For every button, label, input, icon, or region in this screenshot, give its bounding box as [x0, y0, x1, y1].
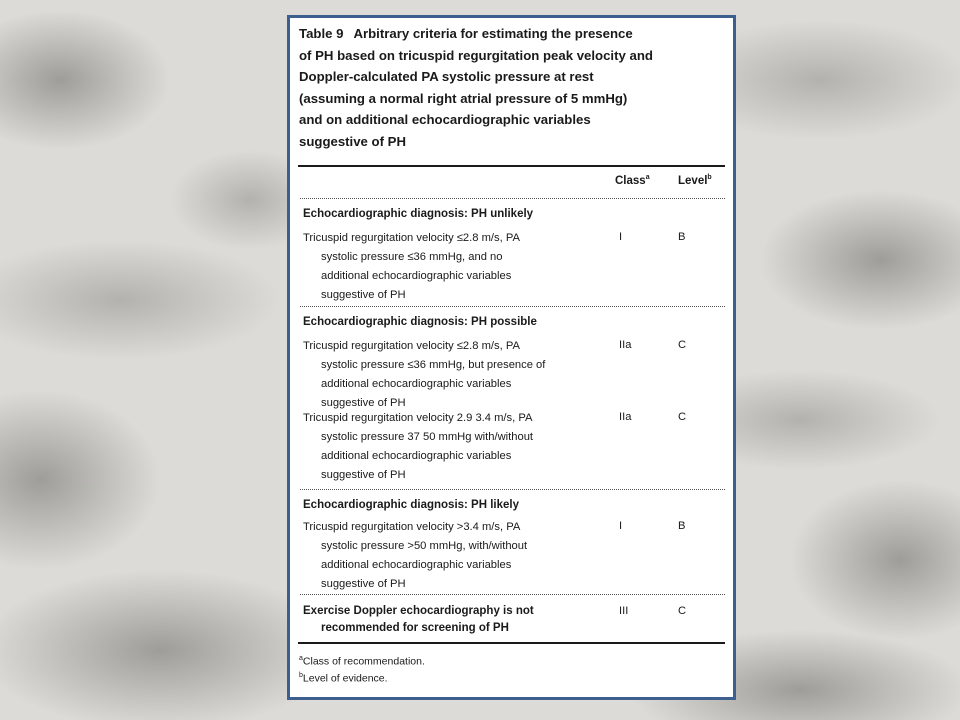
footnote-b: $^b$Level of evidence.: [299, 672, 388, 685]
title-rule: [298, 165, 725, 167]
final-recommendation: Exercise Doppler echocardiography is not recommended for screening of PH: [303, 605, 534, 634]
column-header-level: Level$^b$: [678, 174, 712, 187]
table-row: Tricuspid regurgitation velocity ≤2.8 m/s, PA systolic pressure ≤36 mmHg, and no additional echocardiographic variables suggestive of PH: [303, 232, 520, 301]
divider: [300, 594, 725, 595]
table-row: Tricuspid regurgitation velocity ≤2.8 m/s, PA systolic pressure ≤36 mmHg, but presence of additional echocardiographic variables suggestive of PH: [303, 340, 546, 409]
cell-class: III: [619, 605, 629, 617]
title-line-1: Table 9 Arbitrary criteria for estimating the presence: [299, 26, 633, 41]
section-heading-likely: Echocardiographic diagnosis: PH likely: [303, 499, 520, 511]
title-line-6: suggestive of PH: [299, 133, 406, 149]
cell-level: B: [678, 520, 686, 532]
title-line-3: Doppler-calculated PA systolic pressure at rest: [299, 69, 594, 84]
cell-level: C: [678, 605, 687, 617]
title-line-5: and on additional echocardiographic variables: [299, 112, 591, 127]
cell-class: I: [619, 231, 623, 243]
cell-class: I: [619, 520, 623, 532]
cell-level: B: [678, 231, 686, 243]
title-line-2: of PH based on tricuspid regurgitation peak velocity and: [299, 47, 653, 63]
cell-class: IIa: [619, 411, 632, 423]
title-line-4: (assuming a normal right atrial pressure of 5 mmHg): [299, 90, 628, 106]
column-header-class: Class$^a$: [615, 174, 650, 187]
bottom-rule: [298, 642, 725, 644]
divider: [300, 198, 725, 199]
section-heading-possible: Echocardiographic diagnosis: PH possible: [303, 316, 537, 328]
table-row: Tricuspid regurgitation velocity >3.4 m/s, PA systolic pressure >50 mmHg, with/without additional echocardiographic variables suggestive of PH: [303, 521, 528, 590]
divider: [300, 306, 725, 307]
section-heading-unlikely: Echocardiographic diagnosis: PH unlikely: [303, 208, 534, 220]
cell-level: C: [678, 339, 687, 351]
table-title: [299, 23, 724, 152]
table-number: Table 9: [299, 26, 344, 41]
table-row: Tricuspid regurgitation velocity 2.9 3.4 m/s, PA systolic pressure 37 50 mmHg with/without additional echocardiographic variables suggestive of PH: [303, 412, 534, 481]
footnote-a: $^a$Class of recommendation.: [299, 655, 425, 668]
cell-class: IIa: [619, 339, 632, 351]
divider: [300, 489, 725, 490]
cell-level: C: [678, 411, 687, 423]
table-card: [287, 15, 736, 700]
